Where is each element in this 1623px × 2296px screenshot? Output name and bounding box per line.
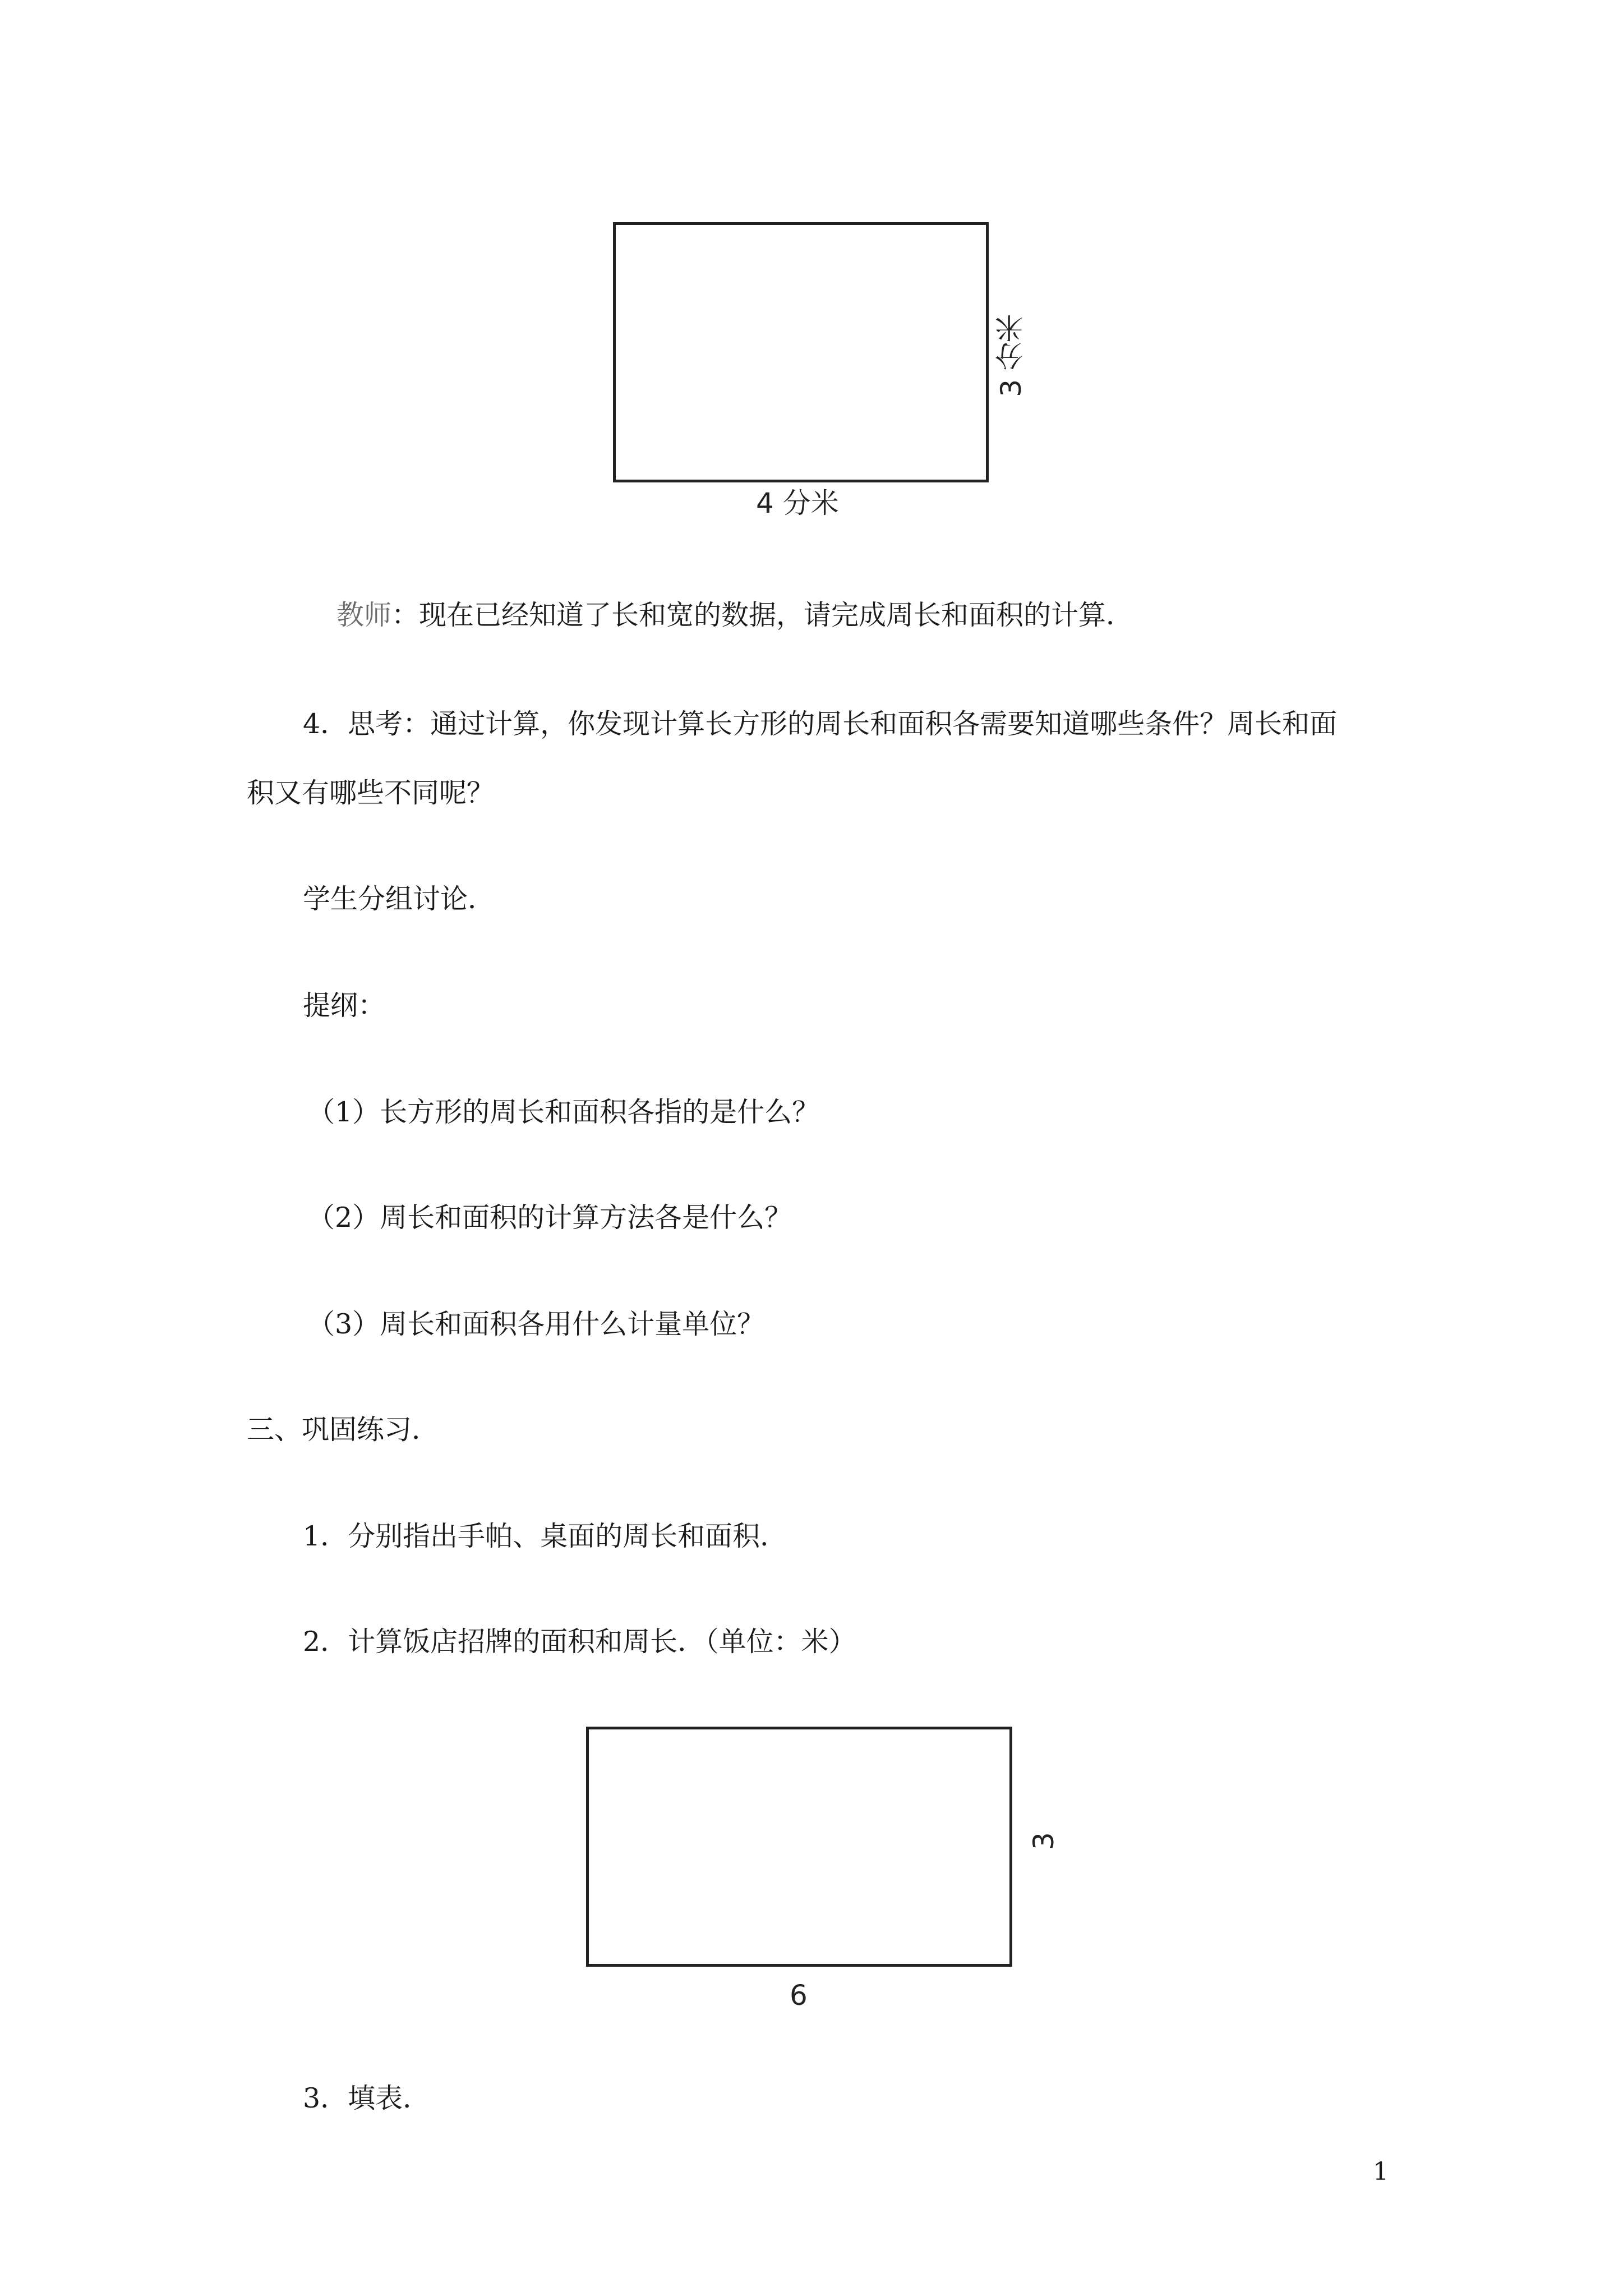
rectangle-figure-2 xyxy=(586,1727,1012,1967)
figure-2-width-label: 3 xyxy=(1027,1832,1060,1850)
exercise-3: 3．填表． xyxy=(303,2082,431,2114)
figure-1-width-label: 3 分米 xyxy=(995,314,1027,397)
item-4-line-2: 积又有哪些不同呢？ xyxy=(247,777,495,809)
group-discussion: 学生分组讨论． xyxy=(303,883,496,915)
item-4-line-1: 4．思考：通过计算，你发现计算长方形的周长和面积各需要知道哪些条件？周长和面 xyxy=(303,708,1338,740)
outline-item-1: （1）长方形的周长和面积各指的是什么？ xyxy=(307,1096,820,1128)
exercise-1: 1．分别指出手帕、桌面的周长和面积． xyxy=(303,1520,788,1552)
rectangle-figure-1 xyxy=(613,222,989,482)
section-3-heading: 三、巩固练习． xyxy=(247,1414,440,1446)
figure-2-length-label: 6 xyxy=(790,1979,808,2012)
outline-item-2: （2）周长和面积的计算方法各是什么？ xyxy=(307,1202,792,1234)
exercise-2: 2．计算饭店招牌的面积和周长．（单位：米） xyxy=(303,1626,856,1658)
outline-item-3: （3）周长和面积各用什么计量单位？ xyxy=(307,1308,765,1340)
figure-1-length-label: 4 分米 xyxy=(756,487,839,519)
outline-heading: 提纲： xyxy=(303,990,386,1022)
teacher-paragraph xyxy=(336,599,1133,632)
page-number: 1 xyxy=(1373,2157,1389,2186)
teacher-text: ：现在已经知道了长和宽的数据，请完成周长和面积的计算． xyxy=(391,599,1134,631)
teacher-speaker-label: 教师 xyxy=(336,599,392,631)
